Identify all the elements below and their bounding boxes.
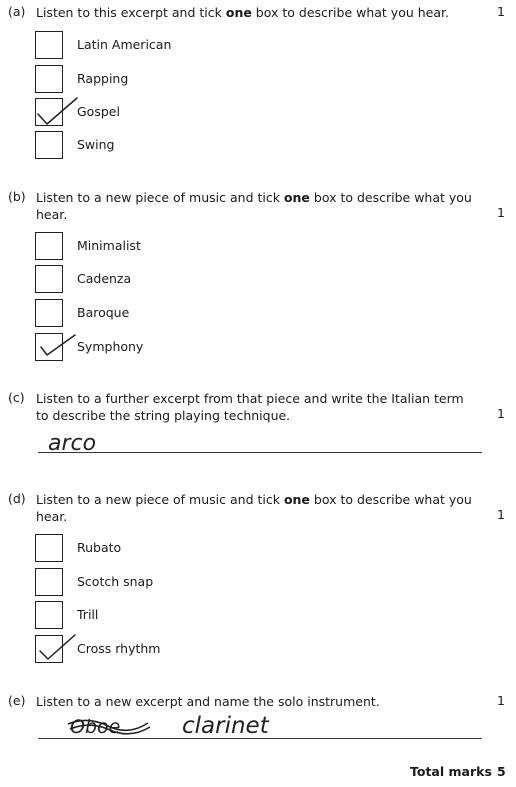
answer-line bbox=[38, 738, 482, 739]
handwritten-answer bbox=[180, 709, 310, 741]
mark-allocation: 1 bbox=[497, 693, 505, 708]
option-label: Swing bbox=[77, 137, 115, 152]
checkbox[interactable] bbox=[35, 232, 63, 260]
total-marks-label: Total marks bbox=[410, 764, 492, 779]
option-label: Scotch snap bbox=[77, 574, 154, 589]
checkbox[interactable] bbox=[35, 568, 63, 596]
checkbox[interactable] bbox=[35, 65, 63, 93]
tick-mark-icon bbox=[33, 327, 81, 367]
svg-text:Oboe: Oboe bbox=[70, 716, 121, 738]
question-text: Listen to a further excerpt from that piece and write the Italian term to describe the string playing technique. bbox=[36, 391, 464, 423]
answer-line bbox=[38, 452, 482, 453]
mark-allocation: 1 bbox=[497, 507, 505, 522]
option-label: Symphony bbox=[77, 339, 144, 354]
option-label: Trill bbox=[77, 607, 99, 622]
question-text: Listen to this excerpt and tick one box to describe what you hear. bbox=[36, 5, 449, 20]
svg-text:arco: arco bbox=[48, 431, 97, 456]
question-label: (a) bbox=[8, 4, 26, 19]
option-label: Gospel bbox=[77, 104, 120, 119]
checkbox[interactable] bbox=[35, 601, 63, 629]
svg-text:clarinet: clarinet bbox=[182, 713, 269, 739]
mark-allocation: 1 bbox=[497, 205, 505, 220]
tick-mark-icon bbox=[33, 92, 81, 132]
question-text: Listen to a new excerpt and name the solo instrument. bbox=[36, 694, 380, 709]
option-label: Minimalist bbox=[77, 238, 141, 253]
option-label: Baroque bbox=[77, 305, 130, 320]
question-label: (e) bbox=[8, 693, 26, 708]
checkbox[interactable] bbox=[35, 31, 63, 59]
option-label: Cross rhythm bbox=[77, 641, 161, 656]
total-marks-value: 5 bbox=[497, 764, 506, 779]
tick-mark-icon bbox=[33, 629, 81, 669]
question-label: (b) bbox=[8, 189, 26, 204]
option-label: Latin American bbox=[77, 37, 172, 52]
mark-allocation: 1 bbox=[497, 4, 505, 19]
checkbox[interactable] bbox=[35, 131, 63, 159]
question-label: (d) bbox=[8, 491, 26, 506]
question-text: Listen to a new piece of music and tick one box to describe what you hear. bbox=[36, 492, 472, 524]
question-text: Listen to a new piece of music and tick one box to describe what you hear. bbox=[36, 190, 472, 222]
checkbox[interactable] bbox=[35, 299, 63, 327]
option-label: Cadenza bbox=[77, 271, 132, 286]
option-label: Rapping bbox=[77, 71, 129, 86]
question-label: (c) bbox=[8, 390, 25, 405]
option-label: Rubato bbox=[77, 540, 122, 555]
checkbox[interactable] bbox=[35, 534, 63, 562]
mark-allocation: 1 bbox=[497, 406, 505, 421]
checkbox[interactable] bbox=[35, 265, 63, 293]
crossed-out-answer bbox=[68, 712, 158, 740]
